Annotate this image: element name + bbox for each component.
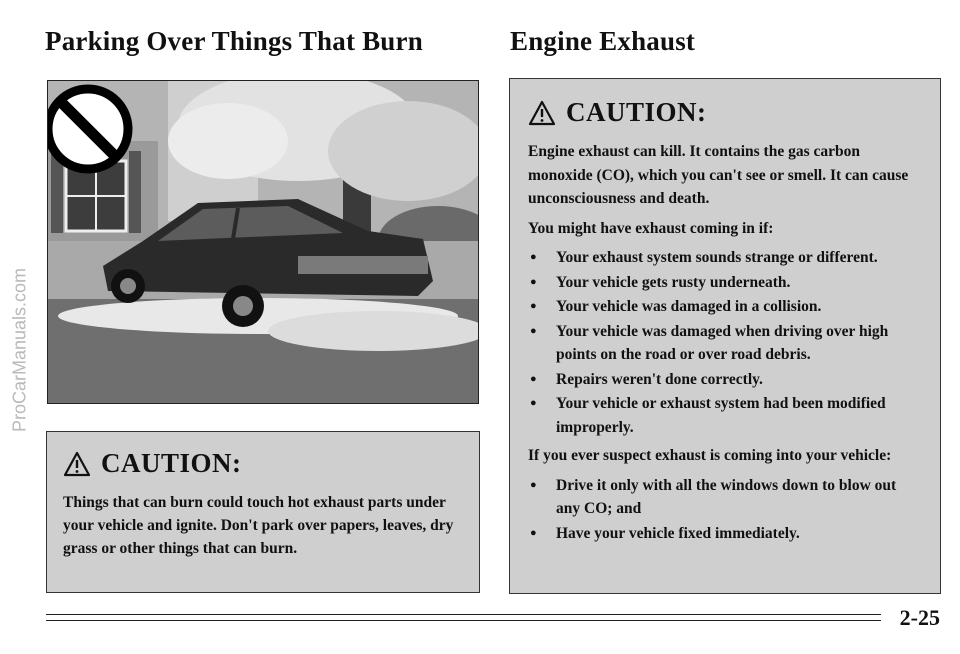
exhaust-signs-list	[528, 246, 924, 439]
right-section-title: Engine Exhaust	[510, 26, 696, 56]
caution-box-exhaust	[509, 78, 941, 594]
list-item: ● Your vehicle gets rusty underneath.	[528, 271, 924, 295]
list-item: ● Your vehicle was damaged when driving over high points on the road or over road debris.	[528, 320, 924, 367]
list-item: ● Your vehicle or exhaust system had been modified improperly.	[528, 392, 924, 439]
exhaust-action-lead: If you ever suspect exhaust is coming into your vehicle:	[528, 447, 892, 464]
exhaust-signs-lead: You might have exhaust coming in if:	[528, 219, 774, 237]
list-item: ● Your vehicle was damaged in a collision.	[528, 295, 924, 319]
parked-car-illustration	[47, 80, 479, 404]
caution-heading-text: CAUTION:	[566, 97, 707, 127]
caution-heading	[63, 448, 463, 479]
exhaust-action-list	[528, 474, 924, 546]
footer-rule	[46, 614, 938, 624]
caution-heading-text: CAUTION:	[101, 448, 242, 478]
watermark-text: ProCarManuals.com	[9, 267, 30, 433]
caution-body-text: Things that can burn could touch hot exhaust parts under your vehicle and ignite. Don't park over papers, leaves, dry grass or other things that can burn.	[63, 494, 454, 557]
page-number: 2-25	[899, 605, 940, 630]
list-item: ● Have your vehicle fixed immediately.	[528, 522, 924, 546]
caution-heading	[528, 97, 924, 128]
list-item: ● Your exhaust system sounds strange or different.	[528, 246, 924, 270]
caution-intro-text: Engine exhaust can kill. It contains the gas carbon monoxide (CO), which you can't see or smell. It can cause unconsciousness and death.	[528, 143, 909, 207]
caution-box-burnables	[46, 431, 480, 593]
warning-triangle-icon	[63, 451, 91, 477]
warning-triangle-icon	[528, 100, 556, 126]
left-section-title: Parking Over Things That Burn	[45, 26, 423, 56]
list-item: ● Repairs weren't done correctly.	[528, 368, 924, 392]
side-watermark	[6, 150, 34, 550]
list-item: ● Drive it only with all the windows down to blow out any CO; and	[528, 474, 924, 521]
